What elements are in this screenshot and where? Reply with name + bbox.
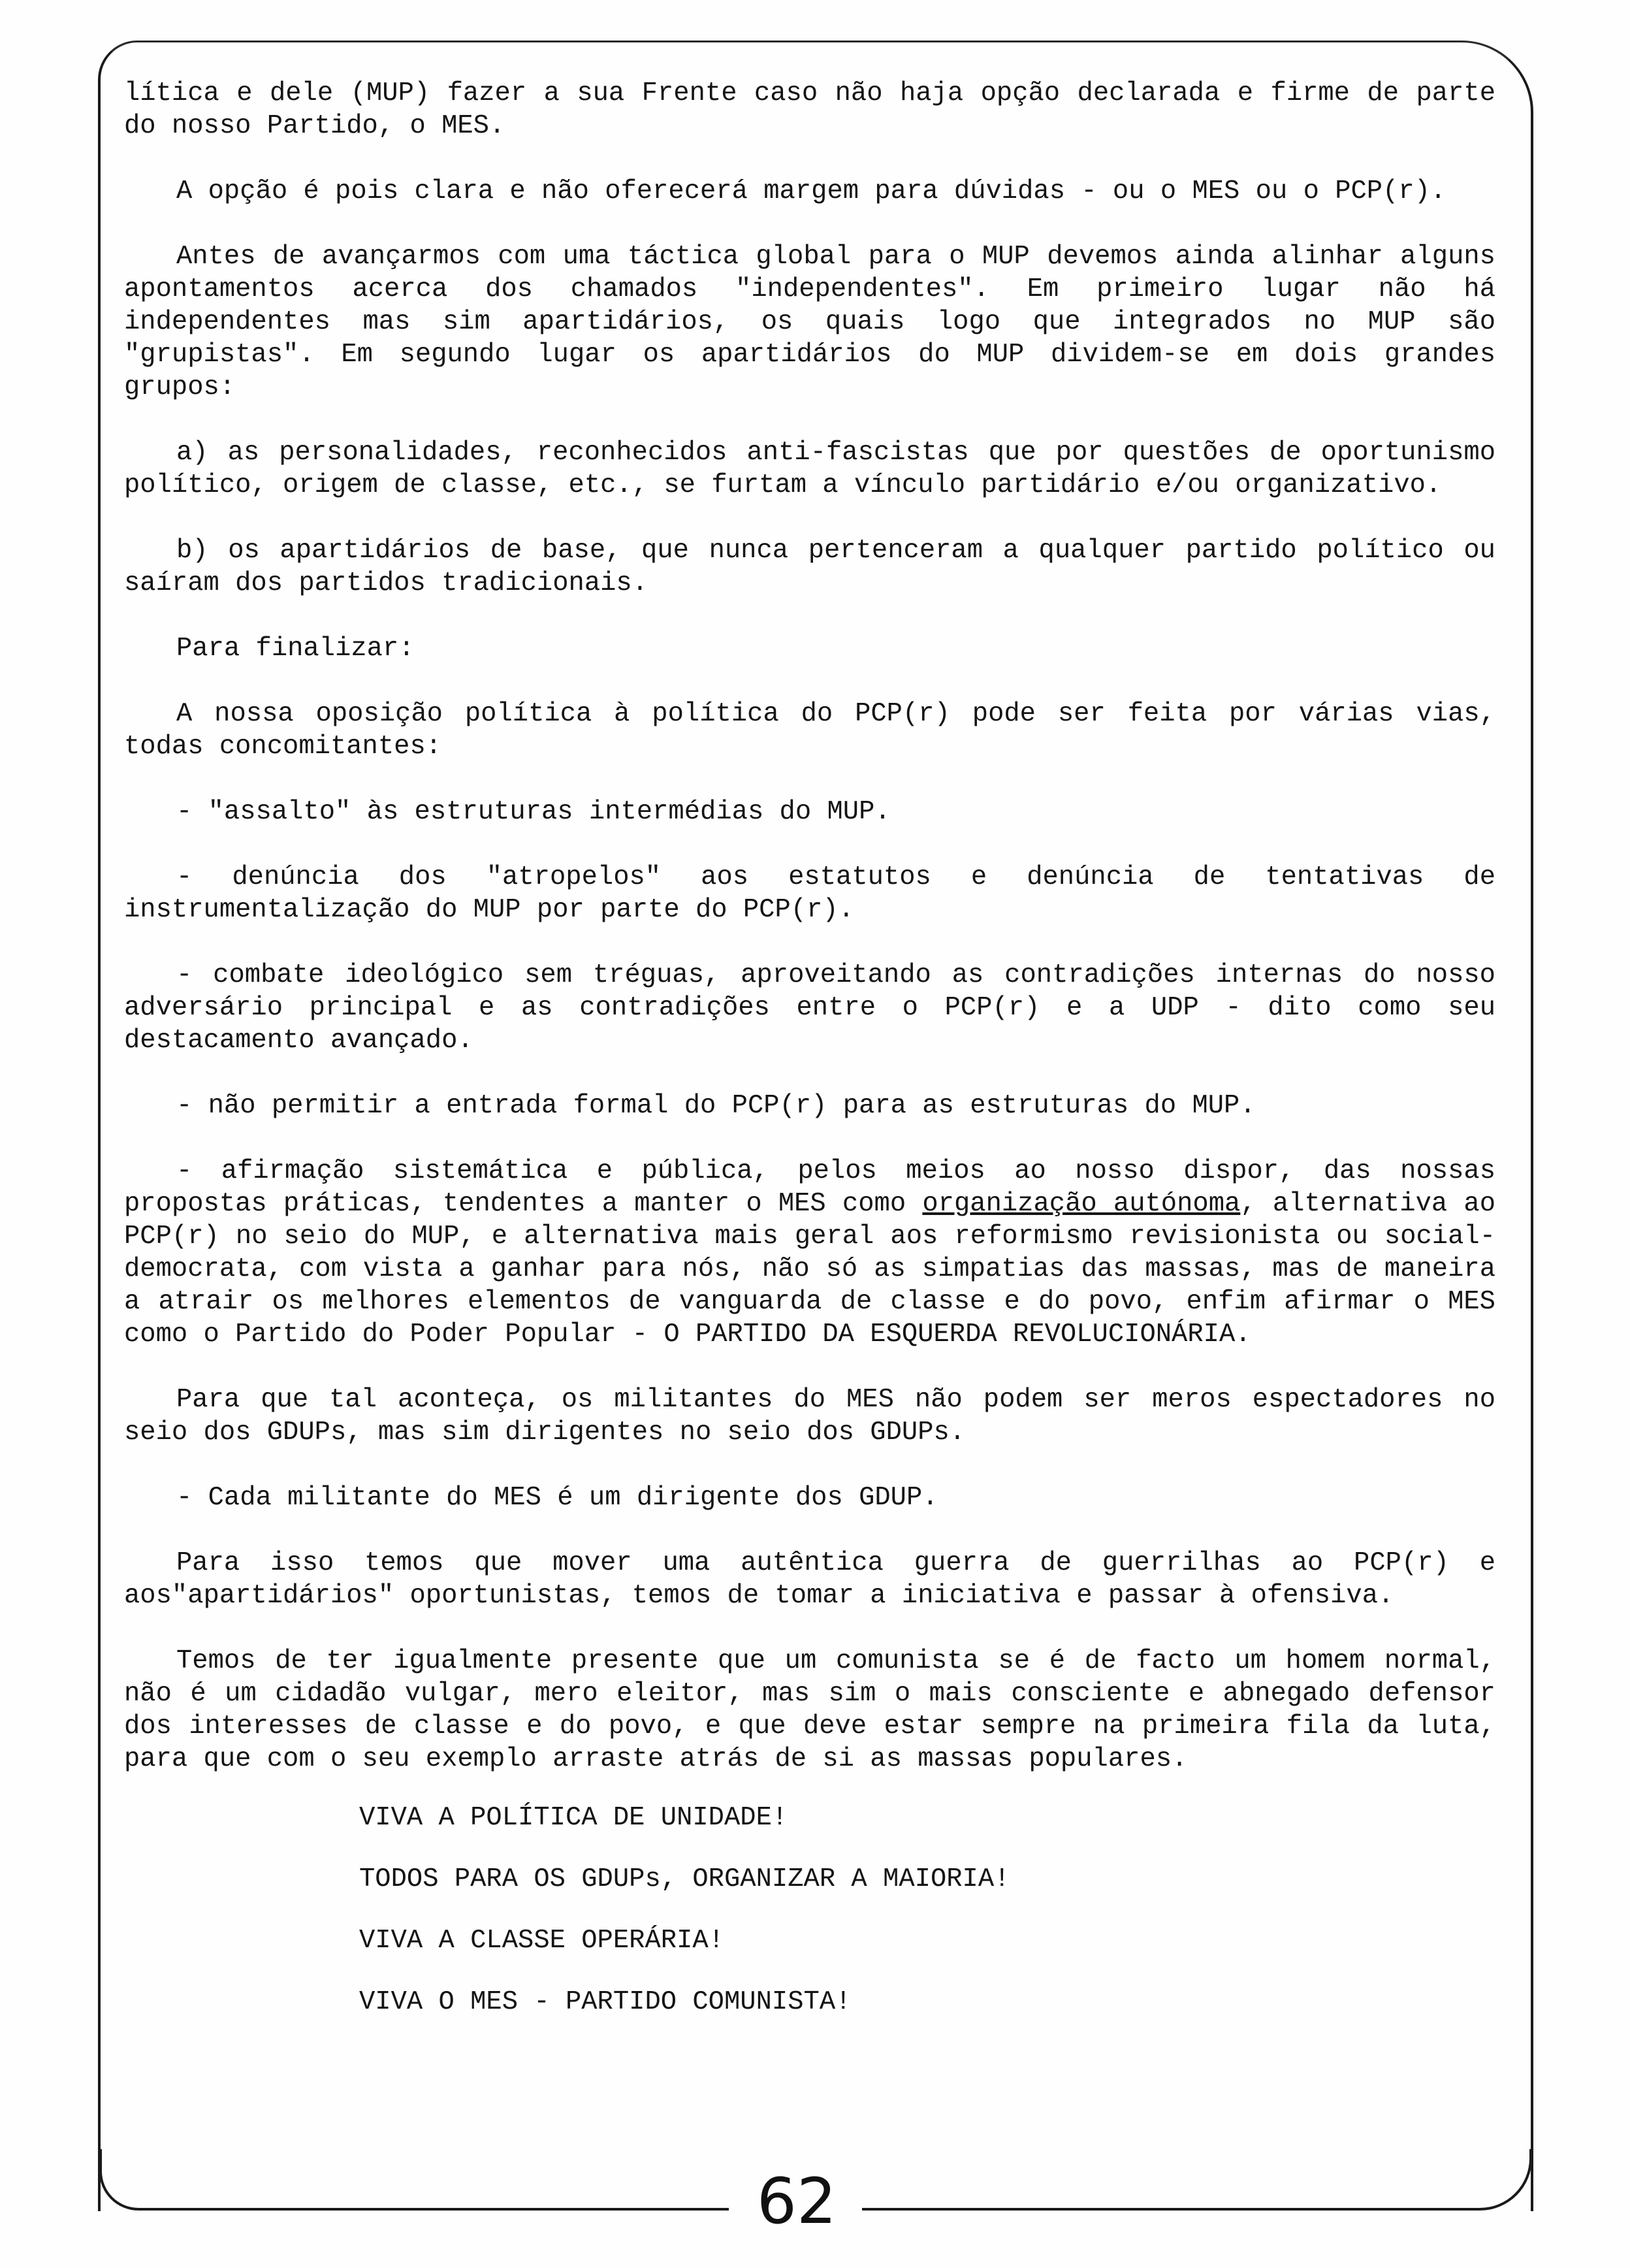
paragraph-finalize: Para finalizar: (176, 634, 415, 664)
paragraph-communist: Temos de ter igualmente presente que um comunista se é de facto um homem normal, não é um cidadão vulgar, mero eleitor, mas sim o mais consciente e abnegado defensor dos interesses de classe e do povo, e que deve estar sempre na primeira fila da luta, para que com o seu exemplo arraste atrás de si as massas populares. (124, 1646, 1495, 1774)
affirmation-underlined-text: organização autónoma (922, 1189, 1241, 1219)
affirmation-text-before: - afirmação sistemática e pública, pelos meios ao nosso dispor, das nossas propostas práticas, tendentes a manter o MES como (124, 1156, 1495, 1219)
paragraph-item-a: a) as personalidades, reconhecidos anti-fascistas que por questões de oportunismo político, origem de classe, etc., se furtam a vínculo partidário e/ou organizativo. (124, 438, 1495, 500)
slogan-unity: VIVA A POLÍTICA DE UNIDADE! (359, 1803, 788, 1833)
paragraph-option: A opção é pois clara e não oferecerá margem para dúvidas - ou o MES ou o PCP(r). (176, 176, 1446, 206)
slogans (359, 1802, 1495, 2018)
slogan-mes: VIVA O MES - PARTIDO COMUNISTA! (359, 1987, 852, 2017)
slogan-working-class: VIVA A CLASSE OPERÁRIA! (359, 1926, 724, 1956)
list-item-formal-entry: - não permitir a entrada formal do PCP(r) para as estruturas do MUP. (176, 1091, 1256, 1121)
list-item-leader: - Cada militante do MES é um dirigente dos GDUP. (176, 1483, 938, 1513)
paragraph-militants: Para que tal aconteça, os militantes do MES não podem ser meros espectadores no seio dos GDUPs, mas sim dirigentes no seio dos GDUPs. (124, 1385, 1495, 1448)
list-item-affirmation (124, 1155, 1495, 1351)
affirmation-text-after: , alternativa ao PCP(r) no seio do MUP, e alternativa mais geral aos reformismo revisionista ou social-democrata, com vista a ganhar para nós, não só as simpatias das massas, mas de maneira a atrair os melhores elementos de vanguarda de classe e do povo, enfim afirmar o MES como o Partido do Poder Popular - O PARTIDO DA ESQUERDA REVOLUCIONÁRIA. (124, 1189, 1495, 1350)
slogan-gdups: TODOS PARA OS GDUPs, ORGANIZAR A MAIORIA! (359, 1864, 1010, 1894)
page-number: 62 (756, 2165, 837, 2238)
paragraph-guerrilla: Para isso temos que mover uma autêntica guerra de guerrilhas ao PCP(r) e aos"apartidários" oportunistas, temos de tomar a iniciativa e passar à ofensiva. (124, 1548, 1495, 1611)
document-body (124, 77, 1495, 2047)
paragraph-continuation: lítica e dele (MUP) fazer a sua Frente caso não haja opção declarada e firme de parte do nosso Partido, o MES. (124, 78, 1495, 141)
paragraph-item-b: b) os apartidários de base, que nunca pertenceram a qualquer partido político ou saíram dos partidos tradicionais. (124, 536, 1495, 598)
paragraph-opposition: A nossa oposição política à política do PCP(r) pode ser feita por várias vias, todas concomitantes: (124, 699, 1495, 762)
list-item-denunciation: - denúncia dos "atropelos" aos estatutos e denúncia de tentativas de instrumentalização do MUP por parte do PCP(r). (124, 862, 1495, 925)
page-border-bottom-right (862, 2149, 1532, 2211)
list-item-assault: - "assalto" às estruturas intermédias do MUP. (176, 797, 891, 827)
paragraph-independents: Antes de avançarmos com uma táctica global para o MUP devemos ainda alinhar alguns apontamentos acerca dos chamados "independentes". Em primeiro lugar não há independentes mas sim apartidários, os quais logo que integrados no MUP são "grupistas". Em segundo lugar os apartidários do MUP dividem-se em dois grandes grupos: (124, 242, 1495, 402)
page-border-bottom-left (99, 2149, 729, 2211)
list-item-ideological-combat: - combate ideológico sem tréguas, aproveitando as contradições internas do nosso adversário principal e as contradições entre o PCP(r) e a UDP - dito como seu destacamento avançado. (124, 960, 1495, 1056)
